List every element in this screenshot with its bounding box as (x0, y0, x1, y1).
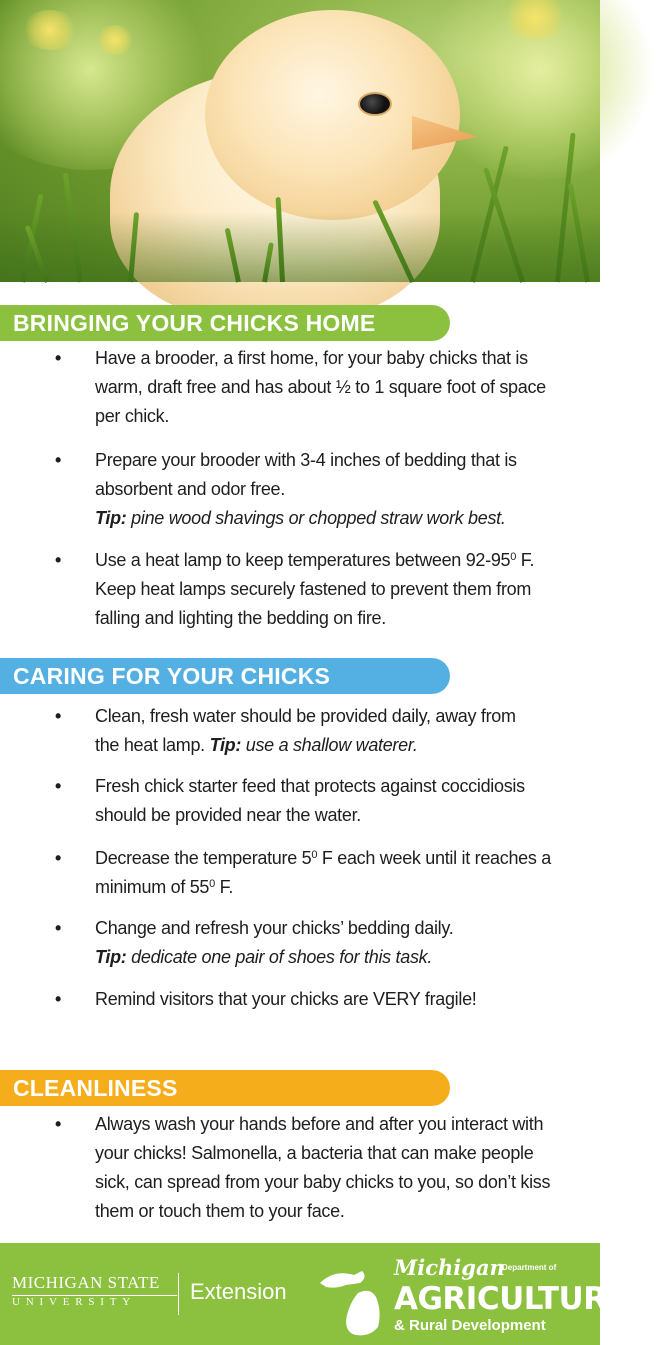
bullet: • (55, 918, 62, 938)
extension-label: Extension (190, 1279, 287, 1304)
tip-line: Tip: pine wood shavings or chopped straw work best. (95, 508, 506, 528)
section-header-bringing-home: BRINGING YOUR CHICKS HOME (0, 305, 450, 341)
chick-eye (358, 92, 392, 116)
section-header-caring: CARING FOR YOUR CHICKS (0, 658, 450, 694)
bullet: • (55, 848, 62, 868)
footer (0, 1243, 628, 1345)
bullet: • (55, 706, 62, 726)
section-header-cleanliness: CLEANLINESS (0, 1070, 450, 1106)
msu-logo: MICHIGAN STATE UNIVERSITY (12, 1273, 160, 1308)
mdard-logo: Michigan Department of AGRICULTURE & Rural Development (394, 1255, 628, 1334)
hero-chick-photo (0, 0, 600, 282)
bullet: • (55, 348, 62, 368)
footer-divider (178, 1273, 179, 1315)
bullet: • (55, 989, 62, 1009)
bullet: • (55, 776, 62, 796)
bullet: • (55, 450, 62, 470)
bullet: • (55, 550, 62, 570)
bullet: • (55, 1114, 62, 1134)
